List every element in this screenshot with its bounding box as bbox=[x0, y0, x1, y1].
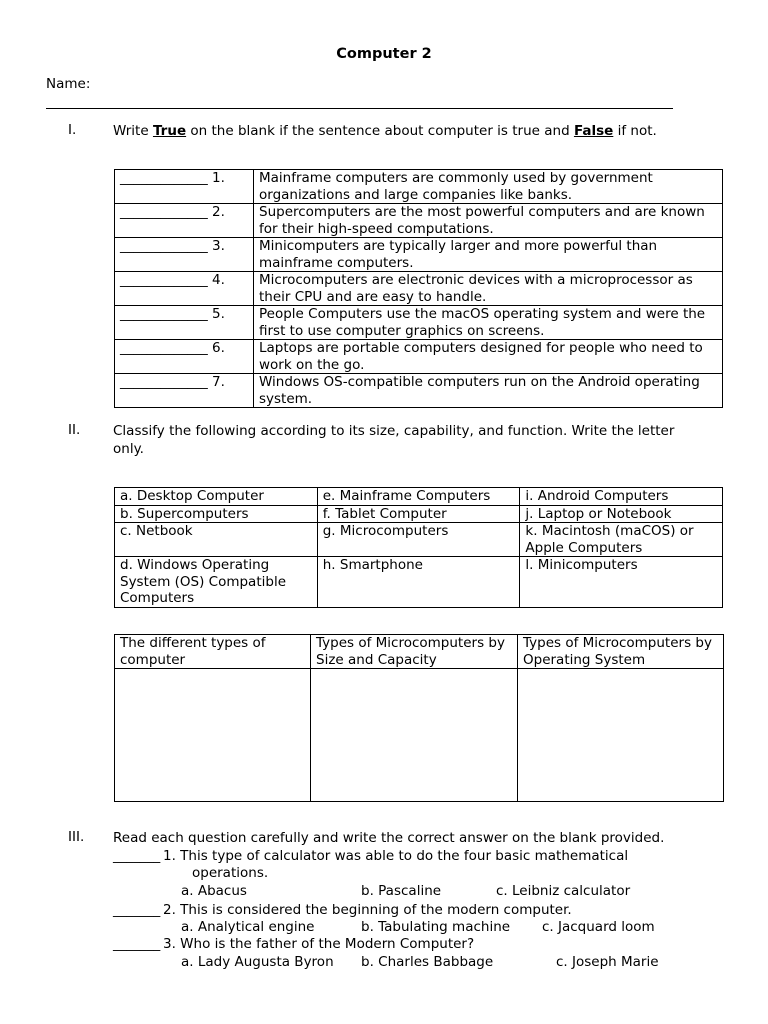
instr-mid: on the blank if the sentence about computer is true and bbox=[190, 123, 570, 139]
option-cell: g. Microcomputers bbox=[317, 523, 520, 557]
table-row bbox=[115, 306, 723, 340]
answer-blank[interactable]: _____________ 6. bbox=[115, 340, 254, 374]
answer-blank[interactable]: _______ bbox=[113, 902, 161, 918]
question-text: Minicomputers are typically larger and more powerful than mainframe computers. bbox=[254, 238, 723, 272]
question-text: Laptops are portable computers designed for people who need to work on the go. bbox=[254, 340, 723, 374]
table-header-row bbox=[115, 635, 724, 669]
question-line bbox=[113, 901, 572, 919]
question-text: Microcomputers are electronic devices with a microprocessor as their CPU and are easy to handle. bbox=[254, 272, 723, 306]
question-text: Windows OS-compatible computers run on the Android operating system. bbox=[254, 374, 723, 408]
answer-cell[interactable] bbox=[518, 669, 724, 802]
choice: c. Joseph Marie bbox=[556, 954, 659, 970]
answer-blank[interactable]: _____________ 2. bbox=[115, 204, 254, 238]
question-text: Supercomputers are the most powerful computers and are known for their high-speed computations. bbox=[254, 204, 723, 238]
section2-numeral: II. bbox=[68, 422, 81, 438]
choice: a. Analytical engine bbox=[181, 919, 315, 935]
question-text: 2. This is considered the beginning of the modern computer. bbox=[163, 902, 572, 918]
table-row bbox=[115, 340, 723, 374]
choice: b. Charles Babbage bbox=[361, 954, 494, 970]
option-cell: j. Laptop or Notebook bbox=[520, 505, 723, 523]
table-row bbox=[115, 523, 723, 557]
page-title: Computer 2 bbox=[336, 46, 432, 62]
true-false-table bbox=[114, 169, 723, 408]
table-row bbox=[115, 272, 723, 306]
section3-instruction: Read each question carefully and write the correct answer on the blank provided. bbox=[113, 830, 665, 846]
category-header: Types of Microcomputers by Operating System bbox=[518, 635, 724, 669]
section1-numeral: I. bbox=[68, 122, 77, 138]
option-cell: l. Minicomputers bbox=[520, 557, 723, 608]
choice: a. Abacus bbox=[181, 883, 247, 899]
answer-blank[interactable]: _______ bbox=[113, 936, 161, 952]
category-header: The different types of computer bbox=[115, 635, 311, 669]
table-row bbox=[115, 204, 723, 238]
instr-prefix: Write bbox=[113, 123, 149, 139]
option-cell: f. Tablet Computer bbox=[317, 505, 520, 523]
question-continuation: operations. bbox=[192, 865, 269, 881]
option-cell: k. Macintosh (maCOS) or Apple Computers bbox=[520, 523, 723, 557]
question-line bbox=[113, 935, 474, 953]
classification-options-table bbox=[114, 487, 723, 608]
question-text: 3. Who is the father of the Modern Computer? bbox=[163, 936, 475, 952]
answer-blank[interactable]: _____________ 4. bbox=[115, 272, 254, 306]
option-cell: c. Netbook bbox=[115, 523, 318, 557]
table-row bbox=[115, 505, 723, 523]
section3-numeral: III. bbox=[68, 829, 85, 845]
answer-blank[interactable]: _____________ 7. bbox=[115, 374, 254, 408]
answer-blank[interactable]: _____________ 1. bbox=[115, 170, 254, 204]
option-cell: i. Android Computers bbox=[520, 488, 723, 506]
table-row bbox=[115, 170, 723, 204]
option-cell: d. Windows Operating System (OS) Compatible Computers bbox=[115, 557, 318, 608]
choice: b. Pascaline bbox=[361, 883, 442, 899]
choices-line bbox=[181, 882, 630, 900]
table-row bbox=[115, 374, 723, 408]
answer-blank[interactable]: _____________ 5. bbox=[115, 306, 254, 340]
choice: c. Jacquard loom bbox=[542, 919, 655, 935]
choice: c. Leibniz calculator bbox=[496, 883, 631, 899]
name-label: Name: bbox=[46, 76, 91, 92]
answer-blank[interactable]: _____________ 3. bbox=[115, 238, 254, 272]
section2-instruction: Classify the following according to its size, capability, and function. Write the letter only. bbox=[113, 423, 675, 457]
choice: a. Lady Augusta Byron bbox=[181, 954, 334, 970]
table-row bbox=[115, 488, 723, 506]
answer-cell[interactable] bbox=[311, 669, 518, 802]
instr-true-word: True bbox=[152, 123, 187, 139]
choice: b. Tabulating machine bbox=[361, 919, 511, 935]
category-header: Types of Microcomputers by Size and Capacity bbox=[311, 635, 518, 669]
answer-cell[interactable] bbox=[115, 669, 311, 802]
option-cell: e. Mainframe Computers bbox=[317, 488, 520, 506]
option-cell: a. Desktop Computer bbox=[115, 488, 318, 506]
classification-answer-table bbox=[114, 634, 724, 802]
table-row bbox=[115, 557, 723, 608]
section1-instruction bbox=[113, 122, 657, 140]
choices-line bbox=[181, 953, 659, 971]
table-row bbox=[115, 238, 723, 272]
instr-suffix: if not. bbox=[617, 123, 657, 139]
answer-blank[interactable]: _______ bbox=[113, 848, 161, 864]
option-cell: b. Supercomputers bbox=[115, 505, 318, 523]
question-text: 1. This type of calculator was able to do the four basic mathematical bbox=[163, 848, 629, 864]
question-text: Mainframe computers are commonly used by government organizations and large companies like banks. bbox=[254, 170, 723, 204]
option-cell: h. Smartphone bbox=[317, 557, 520, 608]
question-line bbox=[113, 847, 628, 865]
name-blank-line[interactable] bbox=[46, 108, 673, 109]
table-row bbox=[115, 669, 724, 802]
choices-line bbox=[181, 918, 655, 936]
question-text: People Computers use the macOS operating system and were the first to use computer graphics on screens. bbox=[254, 306, 723, 340]
instr-false-word: False bbox=[573, 123, 614, 139]
